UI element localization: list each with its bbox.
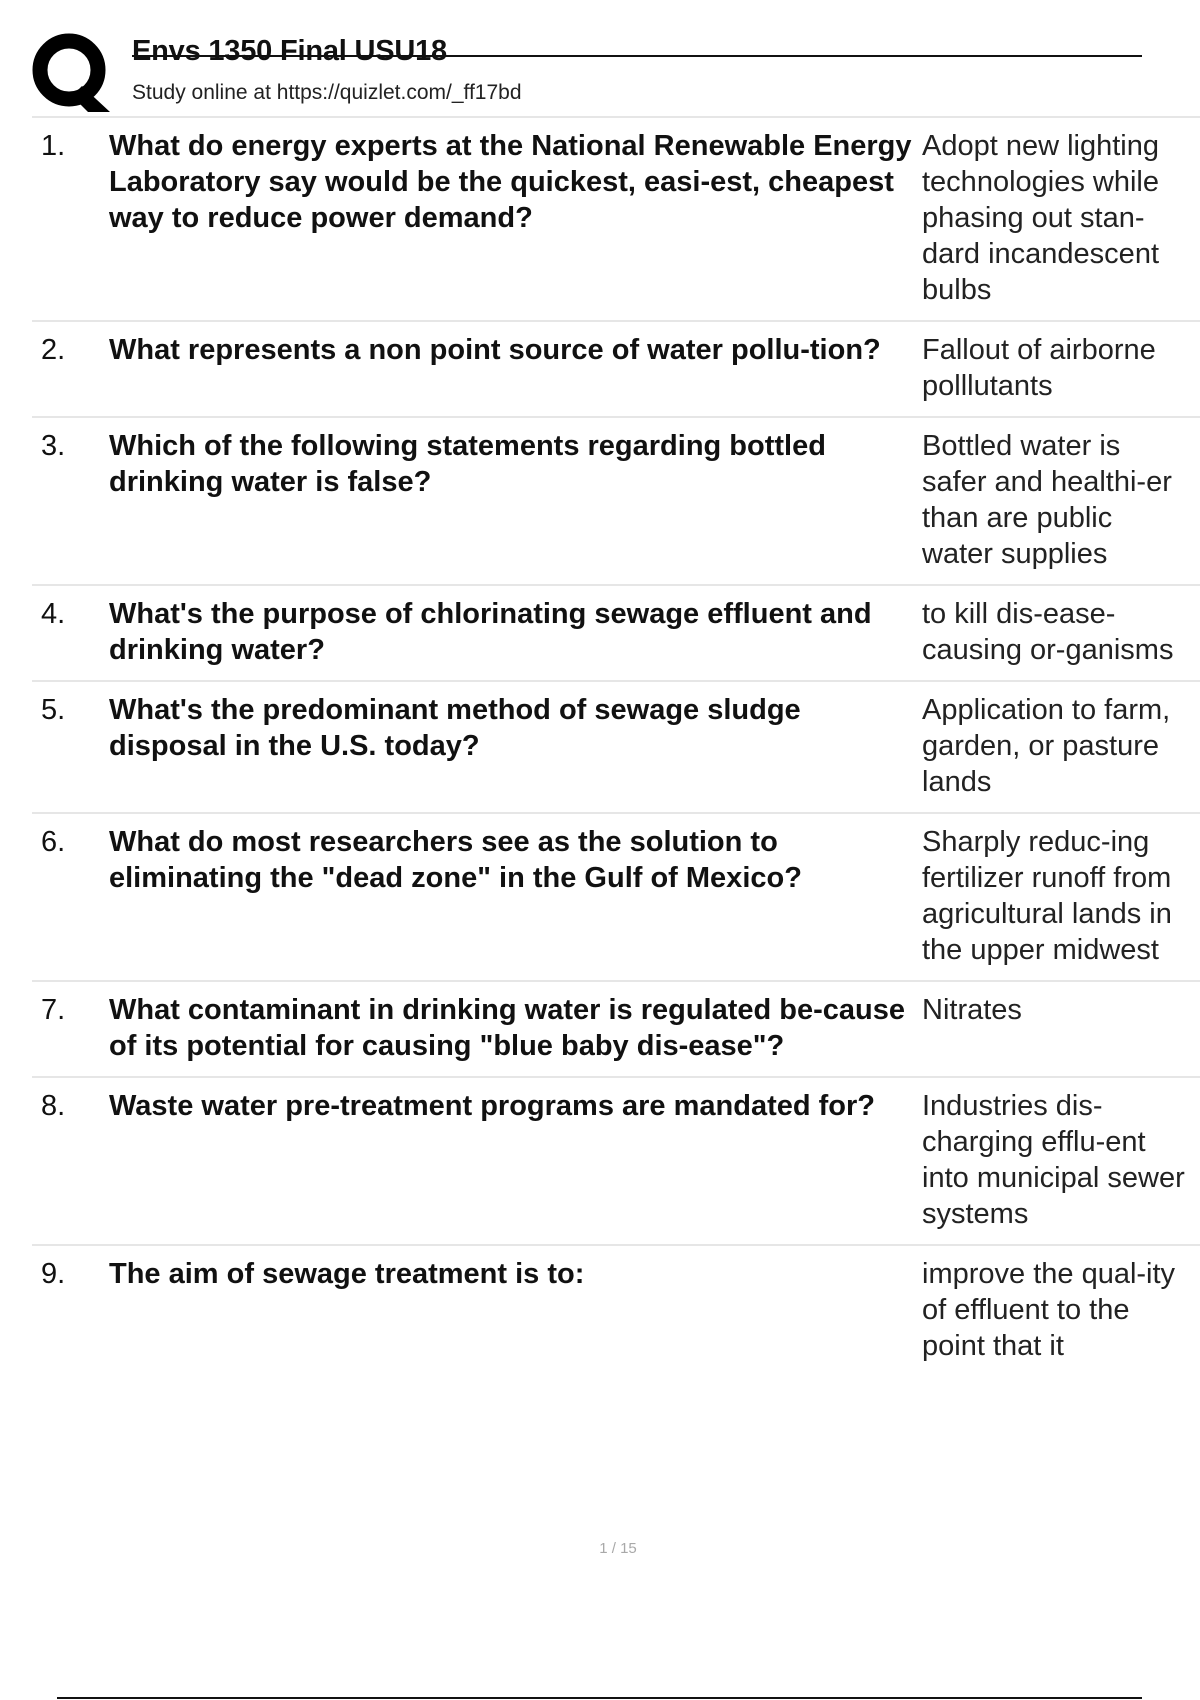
flashcard-row-6 [32, 814, 1200, 982]
card-number: 5. [41, 694, 66, 726]
card-term: The aim of sewage treatment is to: [109, 1258, 585, 1290]
flashcard-row-8 [32, 1078, 1200, 1246]
card-term: Which of the following statements regarding bottled drinking water is false? [109, 430, 826, 498]
card-definition: Industries dis-charging efflu-ent into municipal sewer systems [922, 1090, 1185, 1230]
flashcard-row-7 [32, 982, 1200, 1078]
flashcard-row-4 [32, 586, 1200, 682]
card-definition: Bottled water is safer and healthi-er than are public water supplies [922, 430, 1172, 570]
card-term: What represents a non point source of water pollu-tion? [109, 334, 881, 366]
card-number: 1. [41, 130, 66, 162]
card-number: 6. [41, 826, 66, 858]
flashcard-row-2 [32, 322, 1200, 418]
card-definition: improve the qual-ity of effluent to the point that it [922, 1258, 1176, 1362]
card-number: 4. [41, 598, 66, 630]
card-definition: Sharply reduc-ing fertilizer runoff from agricultural lands in the upper midwest [922, 826, 1172, 966]
card-term: Waste water pre-treatment programs are mandated for? [109, 1090, 876, 1122]
quizlet-q-logo-icon [32, 32, 112, 112]
set-title: Envs 1350 Final USU18 [132, 35, 447, 67]
page-header [32, 30, 1142, 114]
flashcard-row-3 [32, 418, 1200, 586]
card-term: What do most researchers see as the solution to eliminating the "dead zone" in the Gulf of Mexico? [109, 826, 802, 894]
flashcard-row-1 [32, 118, 1200, 322]
page-number: 1 / 15 [599, 1540, 637, 1557]
bottom-rule [57, 1697, 1142, 1699]
card-definition: to kill dis-ease-causing or-ganisms [922, 598, 1174, 666]
card-definition: Application to farm, garden, or pasture lands [922, 694, 1171, 798]
study-online-link[interactable]: Study online at https://quizlet.com/_ff17bd [132, 81, 522, 104]
card-number: 9. [41, 1258, 66, 1290]
card-definition: Adopt new lighting technologies while phasing out stan-dard incandescent bulbs [922, 130, 1159, 306]
card-term: What do energy experts at the National Renewable Energy Laboratory say would be the quickest, easi-est, cheapest way to reduce power demand? [109, 130, 912, 234]
flashcard-row-9 [32, 1246, 1200, 1376]
card-term: What's the purpose of chlorinating sewage effluent and drinking water? [109, 598, 872, 666]
flashcard-row-5 [32, 682, 1200, 814]
card-definition: Nitrates [922, 994, 1022, 1026]
card-number: 3. [41, 430, 66, 462]
card-number: 7. [41, 994, 66, 1026]
flashcard-list [32, 116, 1200, 1376]
card-term: What's the predominant method of sewage sludge disposal in the U.S. today? [109, 694, 801, 762]
card-term: What contaminant in drinking water is regulated be-cause of its potential for causing "blue baby dis-ease"? [109, 994, 906, 1062]
card-number: 2. [41, 334, 66, 366]
card-number: 8. [41, 1090, 66, 1122]
card-definition: Fallout of airborne polllutants [922, 334, 1156, 402]
